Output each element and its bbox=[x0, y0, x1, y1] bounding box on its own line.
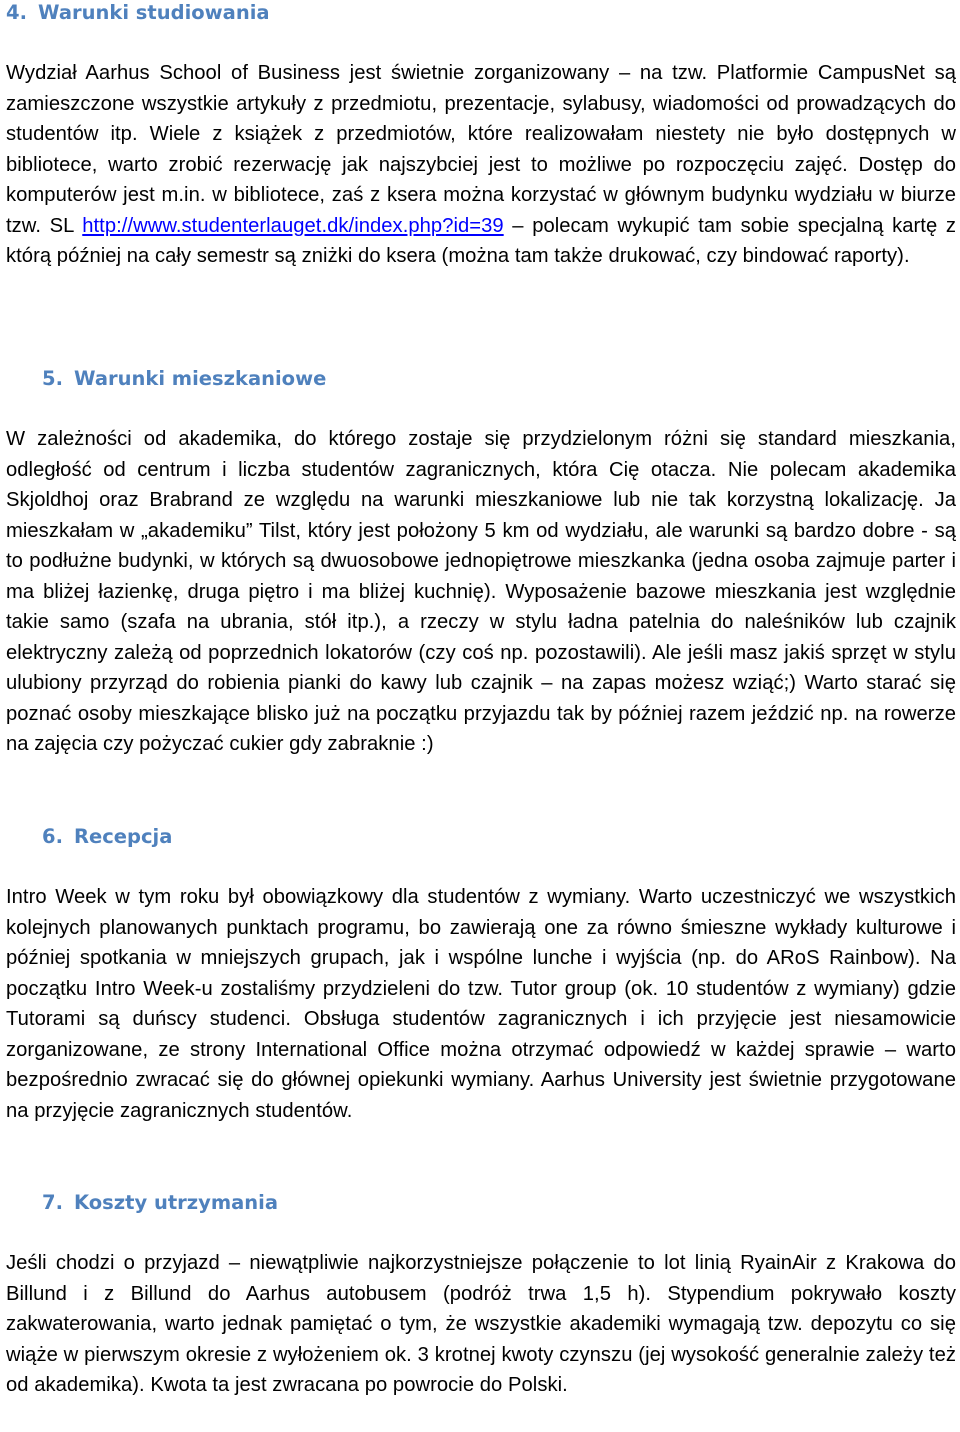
section-heading-warunki-studiowania bbox=[6, 0, 270, 26]
studenterlauget-link[interactable]: http://www.studenterlauget.dk/index.php?id=39 bbox=[82, 214, 504, 237]
section-heading-warunki-mieszkaniowe bbox=[6, 366, 326, 392]
section-title: Warunki studiowania bbox=[38, 1, 270, 24]
section-number: 6. bbox=[42, 825, 63, 848]
section-title: Recepcja bbox=[74, 825, 173, 848]
section-number: 4. bbox=[6, 1, 27, 24]
paragraph-koszty-utrzymania: Jeśli chodzi o przyjazd – niewątpliwie najkorzystniejsze połączenie to lot linią RyainAir z Krakowa do Billund i z Billund do Aarhus autobusem (podróż trwa 1,5 h). Stypendium pokrywało koszty zakwaterowania, warto jednak pamiętać o tym, że wszystkie akademiki wymagają tzw. depozytu co się wiąże w pierwszym okresie z wyłożeniem ok. 3 krotnej kwoty czynszu (jej wysokość generalnie zależy też od akademika). Kwota ta jest zwracana po powrocie do Polski. bbox=[6, 1252, 956, 1396]
paragraph-recepcja: Intro Week w tym roku był obowiązkowy dla studentów z wymiany. Warto uczestniczyć we wszystkich kolejnych planowanych punktach programu, bo zawierają one za równo śmieszne wykłady kulturowe i później spotkania w mniejszych grupach, jak i wspólne lunche i wyjścia (np. do ARoS Rainbow). Na początku Intro Week-u zostaliśmy przydzieleni do tzw. Tutor group (ok. 10 studentów z wymiany) gdzie Tutorami są duńscy studenci. Obsługa studentów zagranicznych i ich przyjęcie jest niesamowicie zorganizowane, ze strony International Office można otrzymać odpowiedź w każdej sprawie – warto bezpośrednio zwracać się do głównej opiekunki wymiany. Aarhus University jest świetnie przygotowane na przyjęcie zagranicznych studentów. bbox=[6, 886, 956, 1122]
section-title: Warunki mieszkaniowe bbox=[74, 367, 327, 390]
paragraph-warunki-studiowania bbox=[6, 58, 956, 272]
paragraph-text: – polecam wykupić tam sobie specjalną kartę z którą później na cały semestr są zniżki do ksera (można tam także drukować, czy bindować raporty). bbox=[6, 214, 956, 267]
section-heading-recepcja bbox=[6, 824, 172, 850]
section-number: 7. bbox=[42, 1191, 63, 1214]
paragraph-text: Wydział Aarhus School of Business jest świetnie zorganizowany – na tzw. Platformie CampusNet są zamieszczone wszystkie artykuły z przedmiotu, prezentacje, sylabusy, wiadomości od prowadzących do studentów itp. Wiele z książek z przedmiotów, które realizowałam niestety nie było dostępnych w bibliotece, warto zrobić rezerwację jak najszybciej jest to możliwe po rozpoczęciu zajęć. Dostęp do komputerów jest m.in. w bibliotece, zaś z ksera można korzystać w głównym budynku wydziału w biurze tzw. SL bbox=[6, 62, 956, 237]
section-title: Koszty utrzymania bbox=[74, 1191, 279, 1214]
paragraph-warunki-mieszkaniowe: W zależności od akademika, do którego zostaje się przydzielonym różni się standard mieszkania, odległość od centrum i liczba studentów zagranicznych, która Cię otacza. Nie polecam akademika Skjoldhoj oraz Brabrand ze względu na warunki mieszkaniowe lub nie tak korzystną lokalizację. Ja mieszkałam w „akademiku” Tilst, który jest położony 5 km od wydziału, ale warunki są bardzo dobre - są to podłużne budynki, w których są dwuosobowe jednopiętrowe mieszkanka (jedna osoba zajmuje parter i ma bliżej łazienkę, druga piętro i ma bliżej kuchnię). Wyposażenie bazowe mieszkania jest względnie takie samo (szafa na ubrania, stół itp.), a rzeczy w stylu ładna patelnia do naleśników lub czajnik elektryczny zależą od poprzednich lokatorów (czy coś np. pozostawili). Ale jeśli masz jakiś sprzęt w stylu ulubiony przyrząd do robienia pianki do kawy lub czajnik – na zapas możesz wziąć;) Warto starać się poznać osoby mieszkające blisko już na początku przyjazdu tak by później razem jeździć np. na rowerze na zajęcia czy pożyczać cukier gdy zabraknie :) bbox=[6, 428, 956, 755]
section-number: 5. bbox=[42, 367, 63, 390]
section-heading-koszty-utrzymania bbox=[6, 1190, 278, 1216]
